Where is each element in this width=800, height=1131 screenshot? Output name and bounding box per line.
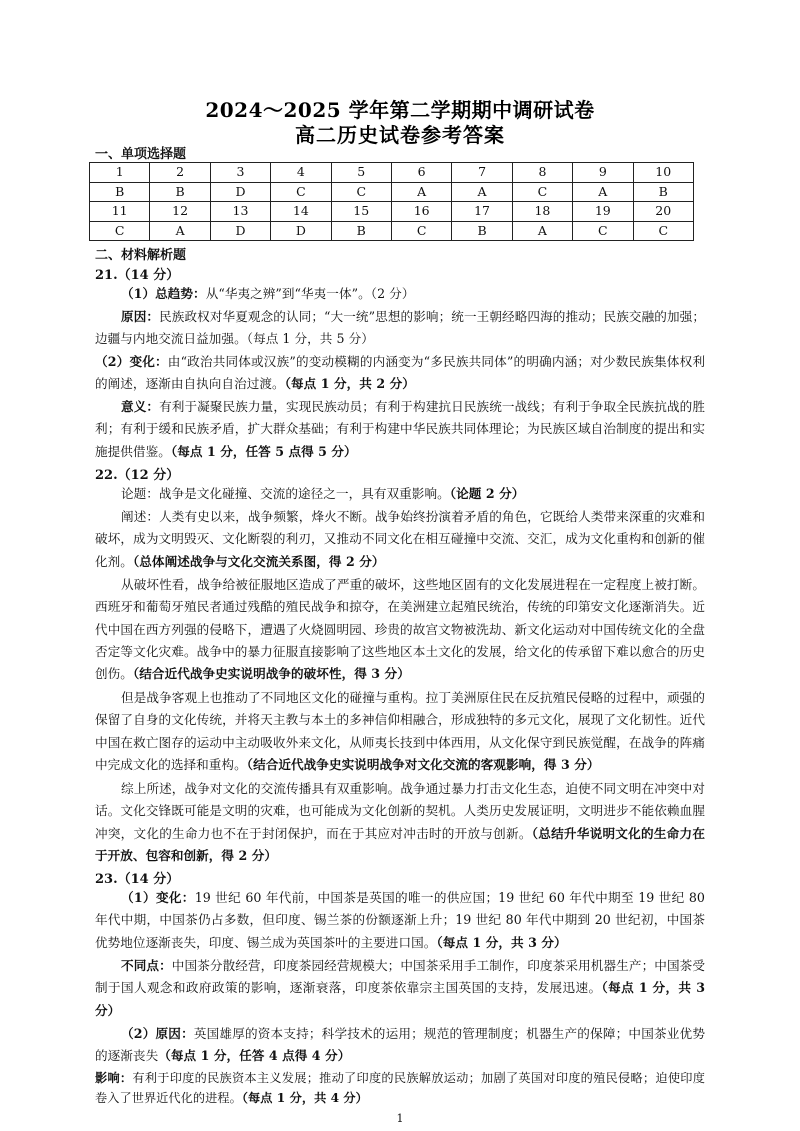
q23-change-text: 19 世纪 60 年代前，中国茶是英国的唯一的供应国；19 世纪 60 年代中期至 19 世纪 80 年代中期，中国茶仍占多数，但印度、锡兰茶的份额逐渐上升；19 世纪 80 年代中期到 20 世纪初，中国茶优势地位逐渐丧失，印度、锡兰成为英国茶叶的主要进口国。: [95, 890, 705, 950]
q21-trend-label: （1）总趋势：: [121, 286, 206, 301]
table-cell: C: [391, 221, 451, 241]
table-cell: 6: [391, 163, 451, 183]
table-cell: 17: [452, 202, 512, 222]
table-cell: D: [210, 221, 270, 241]
q23-differences-score: （每点 1 分，共 3 分）: [95, 980, 706, 1018]
table-cell: D: [210, 182, 270, 202]
question-23-heading: 23.（14 分）: [95, 872, 180, 887]
table-cell: 2: [150, 163, 210, 183]
q21-change-score: （每点 1 分，共 2 分）: [284, 376, 415, 392]
q23-change: [95, 887, 705, 954]
q23-reasons-label: （2）原因：: [121, 1026, 194, 1041]
table-cell: 7: [452, 163, 512, 183]
table-cell: B: [452, 221, 512, 241]
table-cell: B: [150, 182, 210, 202]
table-cell: A: [512, 221, 572, 241]
question-22-heading: 22.（12 分）: [95, 468, 180, 483]
table-cell: C: [573, 221, 633, 241]
q23-reasons-text: 英国雄厚的资本支持；科学技术的运用；规范的管理制度；机器生产的保障；中国茶业优势的逐渐丧失: [95, 1026, 705, 1064]
q22-destructive-score: （结合近代战争史实说明战争的破坏性，得 3 分）: [132, 666, 410, 682]
q22-conclusion-score: （总结升华说明文化的生命力在于开放、包容和创新，得 2 分）: [95, 825, 705, 863]
q21-change-text: 由“政治共同体或汉族”的变动模糊的内涵变为“多民族共同体”的明确内涵；对少数民族集体权利的阐述，逐渐由自执向自治过渡。: [95, 354, 705, 392]
table-cell: B: [331, 221, 391, 241]
table-cell: 5: [331, 163, 391, 183]
q23-reasons-score: （每点 1 分，任答 4 点得 4 分）: [158, 1048, 351, 1064]
table-cell: A: [391, 182, 451, 202]
section-heading-material: 二、材料解析题: [95, 248, 187, 263]
q22-conclusion-text: 综上所述，战争对文化的交流传播具有双重影响。战争通过暴力打击文化生态，迫使不同文明在冲突中对话。文化交锋既可能是文明的灾难，也可能成为文化创新的契机。人类历史发展证明，文明进步不能依赖血腥冲突，文化的生命力也不在于封闭保护，而在于其应对冲击时的开放与创新。: [95, 781, 705, 841]
exam-subtitle: 高二历史试卷参考答案: [295, 123, 505, 147]
table-cell: 18: [512, 202, 572, 222]
q23-impact-label: 影响：: [95, 1071, 133, 1085]
table-cell: 4: [271, 163, 331, 183]
q22-destructive: [95, 574, 705, 685]
q21-significance: [95, 396, 705, 463]
table-cell: 16: [391, 202, 451, 222]
q21-reasons-label: 原因：: [121, 309, 160, 324]
q21-reasons-text: 民族政权对华夏观念的认同；“大一统”思想的影响；统一王朝经略四海的推动；民族交融的加强；边疆与内地交流日益加强。（每点 1 分，共 5 分）: [95, 309, 706, 347]
table-cell: 8: [512, 163, 572, 183]
q23-impact: [95, 1068, 705, 1108]
table-cell: B: [90, 182, 150, 202]
table-cell: 12: [150, 202, 210, 222]
choice-answer-table: [89, 162, 694, 241]
q21-significance-score: （每点 1 分，任答 5 点得 5 分）: [170, 443, 357, 459]
table-cell: 15: [331, 202, 391, 222]
q22-objective-score: （结合近代战争史实说明战争对文化交流的客观影响，得 3 分）: [246, 756, 600, 772]
table-cell: C: [271, 182, 331, 202]
q23-change-score: （每点 1 分，共 3 分）: [436, 934, 567, 950]
table-cell: A: [452, 182, 512, 202]
answer-row: [90, 221, 694, 241]
q21-reasons: [95, 306, 705, 351]
exam-title: 2024～2025 学年第二学期期中调研试卷: [205, 98, 595, 122]
q22-conclusion: [95, 778, 705, 867]
q21-significance-text: 有利于凝聚民族力量，实现民族动员；有利于构建抗日民族统一战线；有利于争取全民族抗战的胜利；有利于缓和民族矛盾，扩大群众基础；有利于构建中华民族共同体理论；为民族区域自治制度的提出和实施提供借鉴。: [95, 399, 705, 459]
q21-trend-text: 从“华夷之辨”到“华夷一体”。（2 分）: [205, 286, 415, 301]
q22-elaboration: [95, 506, 705, 573]
table-cell: A: [573, 182, 633, 202]
q22-thesis-score: （论题 2 分）: [449, 486, 525, 501]
table-cell: 20: [633, 202, 693, 222]
table-cell: 11: [90, 202, 150, 222]
page-number: 1: [396, 1112, 404, 1125]
q22-elaboration-score: （总体阐述战争与文化交流关系图，得 2 分）: [132, 553, 385, 569]
q22-elaboration-text: 阐述：人类有史以来，战争频繁，烽火不断。战争始终扮演着矛盾的角色，它既给人类带来深重的灾难和破坏，成为文明毁灭、文化断裂的利刃，又推动不同文化在相互碰撞中交流、交汇，成为文化重构和创新的催化剂。: [95, 509, 705, 569]
q23-reasons: [95, 1023, 705, 1068]
table-cell: C: [331, 182, 391, 202]
q23-change-label: （1）变化：: [121, 890, 195, 905]
q21-change-label: （2）变化：: [95, 354, 168, 369]
table-cell: C: [90, 221, 150, 241]
table-cell: 13: [210, 202, 270, 222]
q22-destructive-text: 从破坏性看，战争给被征服地区造成了严重的破坏，这些地区固有的文化发展进程在一定程度上被打断。西班牙和葡萄牙殖民者通过残酷的殖民战争和掠夺，在美洲建立起殖民统治，传统的印第安文化逐渐消失。近代中国在西方列强的侵略下，遭遇了火烧圆明园、珍贵的故宫文物被洗劫、新文化运动对中国传统文化的全盘否定等文化灾难。战争中的暴力征服直接影响了这些地区本土文化的发展，给文化的传承留下难以愈合的历史创伤。: [95, 577, 705, 682]
table-cell: C: [512, 182, 572, 202]
q23-impact-text: 有利于印度的民族资本主义发展；推动了印度的民族解放运动；加剧了英国对印度的殖民侵略；迫使印度卷入了世界近代化的进程。: [95, 1071, 705, 1105]
table-cell: 3: [210, 163, 270, 183]
question-number-row: [90, 163, 694, 183]
q21-trend: [121, 283, 705, 305]
q23-impact-score: （每点 1 分，共 4 分）: [241, 1091, 368, 1105]
table-cell: C: [633, 221, 693, 241]
table-cell: 10: [633, 163, 693, 183]
q23-differences: [95, 955, 705, 1022]
q22-thesis: [95, 483, 705, 505]
table-cell: D: [271, 221, 331, 241]
answer-row: [90, 182, 694, 202]
q21-change: [95, 351, 705, 396]
table-cell: 1: [90, 163, 150, 183]
question-21-heading: 21.（14 分）: [95, 268, 180, 283]
table-cell: 9: [573, 163, 633, 183]
table-cell: 19: [573, 202, 633, 222]
q22-objective-text: 但是战争客观上也推动了不同地区文化的碰撞与重构。拉丁美洲原住民在反抗殖民侵略的过程中，顽强的保留了自身的文化传统，并将天主教与本土的多神信仰相融合，形成独特的多元文化，展现了文化韧性。近代中国在救亡图存的运动中主动吸收外来文化，从师夷长技到中体西用，从文化保守到民族觉醒，在战争的阵痛中完成文化的选择和重构。: [95, 690, 705, 772]
q23-differences-text: 中国茶分散经营，印度茶园经营规模大；中国茶采用手工制作，印度茶采用机器生产；中国茶受制于国人观念和政府政策的影响，逐渐衰落，印度茶依靠宗主国英国的支持，发展迅速。: [95, 958, 705, 996]
question-number-row: [90, 202, 694, 222]
table-cell: 14: [271, 202, 331, 222]
table-cell: B: [633, 182, 693, 202]
q22-thesis-text: 论题：战争是文化碰撞、交流的途径之一，具有双重影响。: [121, 486, 450, 501]
q23-differences-label: 不同点：: [121, 958, 172, 973]
q21-significance-label: 意义：: [121, 399, 160, 414]
q22-objective: [95, 687, 705, 776]
section-heading-choice: 一、单项选择题: [95, 147, 187, 162]
table-cell: A: [150, 221, 210, 241]
